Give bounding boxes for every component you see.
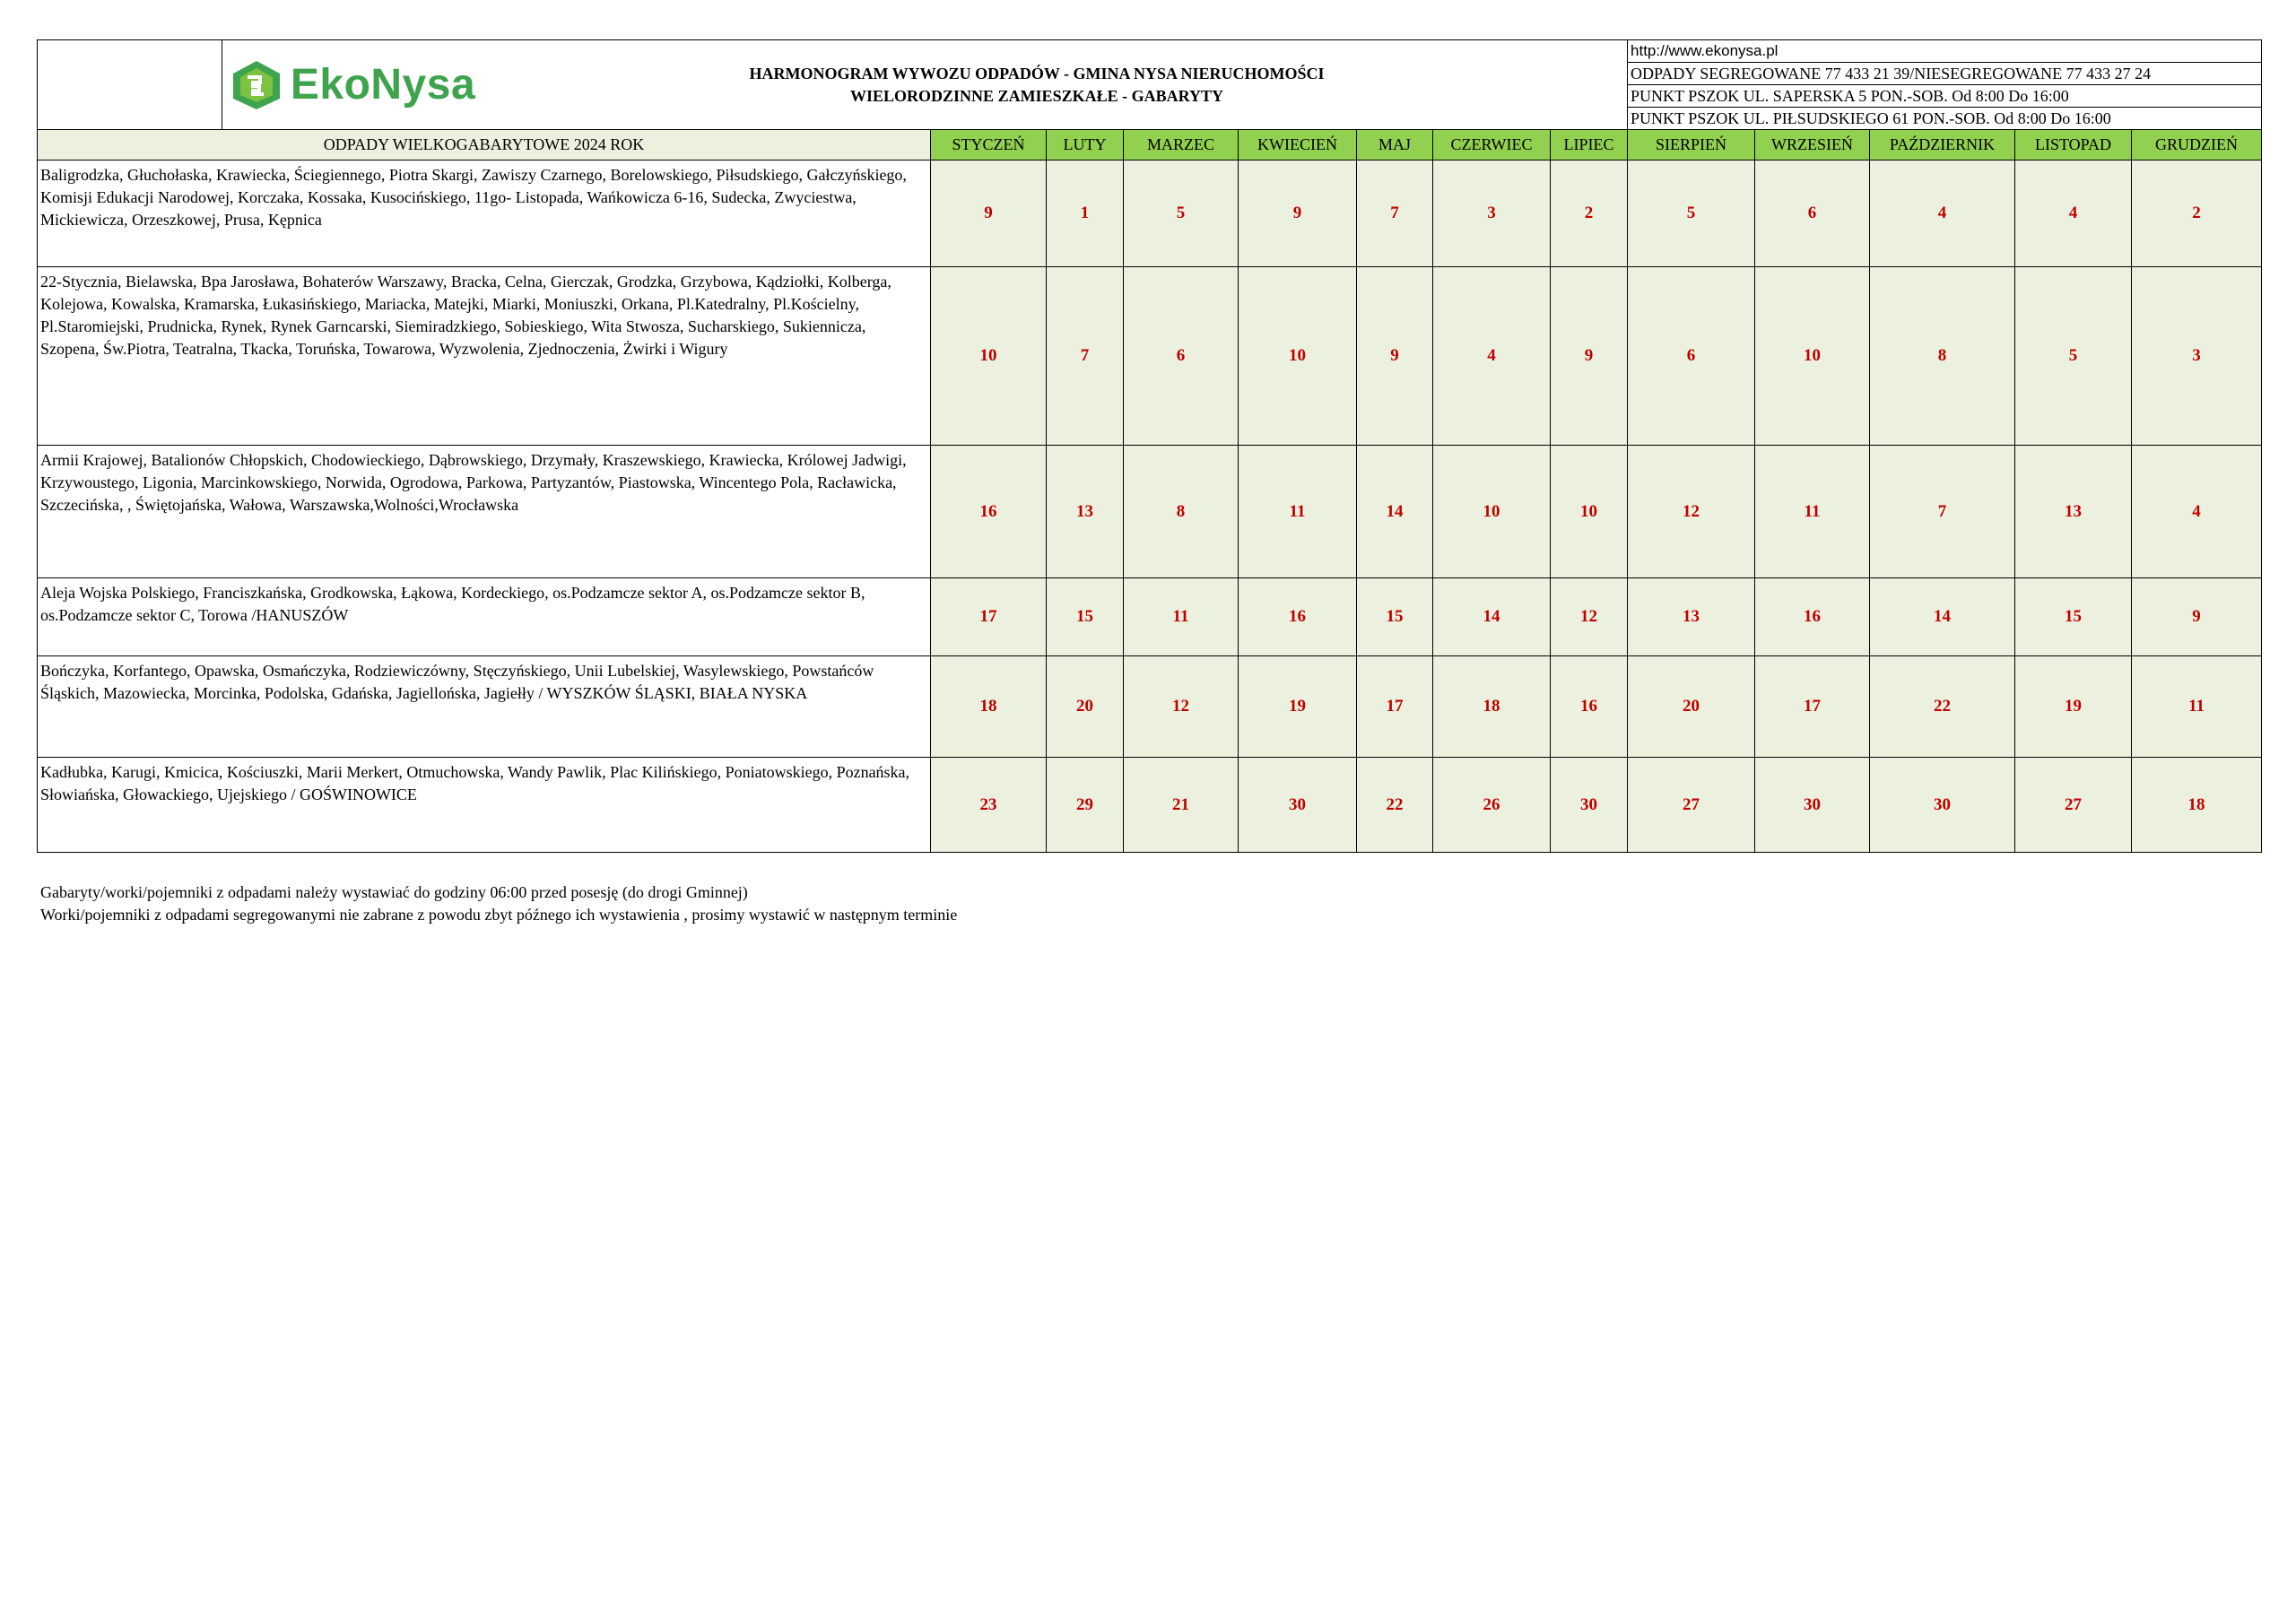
pickup-day: 13 xyxy=(1047,446,1124,578)
month-header: SIERPIEŃ xyxy=(1628,130,1755,161)
table-row xyxy=(38,578,2262,656)
table-row xyxy=(38,758,2262,853)
pickup-day: 5 xyxy=(1628,161,1755,267)
month-header: LISTOPAD xyxy=(2015,130,2132,161)
pickup-day: 23 xyxy=(931,758,1047,853)
month-header: LUTY xyxy=(1047,130,1124,161)
pickup-day: 9 xyxy=(2132,578,2262,656)
street-list: Baligrodzka, Głuchołaska, Krawiecka, Ściegiennego, Piotra Skargi, Zawiszy Czarnego, Borelowskiego, Piłsudskiego, Gałczyńskiego, Komisji Edukacji Narodowej, Korczaka, Kossaka, Kusocińskiego, 11go- Listopada, Wańkowicza 6-16, Sudecka, Zwyciestwa, Mickiewicza, Orzeszkowej, Prusa, Kępnica xyxy=(38,161,931,267)
street-list: Armii Krajowej, Batalionów Chłopskich, Chodowieckiego, Dąbrowskiego, Drzymały, Kraszewskiego, Krawiecka, Królowej Jadwigi, Krzywoustego, Ligonia, Marcinkowskiego, Norwida, Ogrodowa, Parkowa, Partyzantów, Piastowska, Wincentego Pola, Racławicka, Szczecińska, , Świętojańska, Wałowa, Warszawska,Wolności,Wrocławska xyxy=(38,446,931,578)
pickup-day: 9 xyxy=(1239,161,1357,267)
pickup-day: 20 xyxy=(1047,656,1124,758)
pickup-day: 4 xyxy=(1433,267,1551,446)
title-line-1: HARMONOGRAM WYWOZU ODPADÓW - GMINA NYSA NIERUCHOMOŚCI xyxy=(749,64,1325,82)
pickup-day: 4 xyxy=(2132,446,2262,578)
pickup-day: 12 xyxy=(1551,578,1628,656)
note-line-2: Worki/pojemniki z odpadami segregowanymi nie zabrane z powodu zbyt późnego ich wystawienia , prosimy wystawić w następnym terminie xyxy=(40,906,958,924)
note-line-1: Gabaryty/worki/pojemniki z odpadami należy wystawiać do godziny 06:00 przed posesję (do drogi Gminnej) xyxy=(40,883,748,901)
pickup-day: 12 xyxy=(1628,446,1755,578)
month-header: CZERWIEC xyxy=(1433,130,1551,161)
pickup-day: 9 xyxy=(1551,267,1628,446)
pickup-day: 15 xyxy=(2015,578,2132,656)
pickup-day: 11 xyxy=(2132,656,2262,758)
pickup-day: 27 xyxy=(2015,758,2132,853)
table-label-header: ODPADY WIELKOGABARYTOWE 2024 ROK xyxy=(38,130,931,161)
pickup-day: 17 xyxy=(1357,656,1433,758)
table-row xyxy=(38,446,2262,578)
pickup-day: 12 xyxy=(1124,656,1239,758)
month-header: MAJ xyxy=(1357,130,1433,161)
page-title xyxy=(483,63,1627,108)
schedule-sheet xyxy=(37,39,2261,853)
pickup-day: 15 xyxy=(1357,578,1433,656)
pickup-day: 3 xyxy=(1433,161,1551,267)
pickup-day: 14 xyxy=(1870,578,2015,656)
pickup-day: 10 xyxy=(1551,446,1628,578)
ekonysa-logo-icon xyxy=(230,59,283,111)
pickup-day: 30 xyxy=(1551,758,1628,853)
pickup-day: 13 xyxy=(1628,578,1755,656)
pickup-day: 14 xyxy=(1433,578,1551,656)
pickup-day: 22 xyxy=(1357,758,1433,853)
pickup-day: 9 xyxy=(931,161,1047,267)
pickup-day: 6 xyxy=(1755,161,1870,267)
ekonysa-logo xyxy=(222,59,483,111)
month-header: KWIECIEŃ xyxy=(1239,130,1357,161)
pickup-day: 18 xyxy=(931,656,1047,758)
pickup-day: 10 xyxy=(1433,446,1551,578)
website-url: http://www.ekonysa.pl xyxy=(1628,40,2262,63)
pickup-day: 8 xyxy=(1870,267,2015,446)
header-title-cell xyxy=(222,40,1628,130)
street-list: Bończyka, Korfantego, Opawska, Osmańczyka, Rodziewiczówny, Stęczyńskiego, Unii Lubelskiej, Wasylewskiego, Powstańców Śląskich, Mazowiecka, Morcinka, Podolska, Gdańska, Jagiellońska, Jagiełły / WYSZKÓW ŚLĄSKI, BIAŁA NYSKA xyxy=(38,656,931,758)
month-header: LIPIEC xyxy=(1551,130,1628,161)
pickup-day: 26 xyxy=(1433,758,1551,853)
pickup-day: 29 xyxy=(1047,758,1124,853)
pickup-day: 5 xyxy=(2015,267,2132,446)
brand-name: EkoNysa xyxy=(290,61,476,108)
pickup-day: 14 xyxy=(1357,446,1433,578)
pickup-day: 21 xyxy=(1124,758,1239,853)
table-row xyxy=(38,267,2262,446)
pickup-day: 3 xyxy=(2132,267,2262,446)
title-line-2: WIELORODZINNE ZAMIESZKAŁE - GABARYTY xyxy=(850,86,1223,105)
pickup-day: 8 xyxy=(1124,446,1239,578)
pickup-day: 20 xyxy=(1628,656,1755,758)
pickup-day: 10 xyxy=(1239,267,1357,446)
pickup-day: 17 xyxy=(931,578,1047,656)
pickup-day: 2 xyxy=(2132,161,2262,267)
pickup-day: 7 xyxy=(1870,446,2015,578)
pickup-day: 5 xyxy=(1124,161,1239,267)
phone-info: ODPADY SEGREGOWANE 77 433 21 39/NIESEGREGOWANE 77 433 27 24 xyxy=(1628,63,2262,85)
pickup-day: 10 xyxy=(931,267,1047,446)
pickup-day: 30 xyxy=(1239,758,1357,853)
pickup-day: 1 xyxy=(1047,161,1124,267)
pickup-day: 18 xyxy=(2132,758,2262,853)
street-list: Kadłubka, Karugi, Kmicica, Kościuszki, Marii Merkert, Otmuchowska, Wandy Pawlik, Plac Kilińskiego, Poniatowskiego, Poznańska, Słowiańska, Głowackiego, Ujejskiego / GOŚWINOWICE xyxy=(38,758,931,853)
pickup-day: 7 xyxy=(1357,161,1433,267)
pickup-day: 16 xyxy=(931,446,1047,578)
month-header: STYCZEŃ xyxy=(931,130,1047,161)
pickup-day: 4 xyxy=(2015,161,2132,267)
pickup-day: 16 xyxy=(1239,578,1357,656)
pickup-day: 11 xyxy=(1239,446,1357,578)
street-list: Aleja Wojska Polskiego, Franciszkańska, Grodkowska, Łąkowa, Kordeckiego, os.Podzamcze sektor A, os.Podzamcze sektor B, os.Podzamcze sektor C, Torowa /HANUSZÓW xyxy=(38,578,931,656)
pickup-day: 9 xyxy=(1357,267,1433,446)
pickup-day: 6 xyxy=(1628,267,1755,446)
month-header: PAŹDZIERNIK xyxy=(1870,130,2015,161)
pickup-day: 4 xyxy=(1870,161,2015,267)
pszok-saperska-info: PUNKT PSZOK UL. SAPERSKA 5 PON.-SOB. Od 8:00 Do 16:00 xyxy=(1628,85,2262,108)
table-row xyxy=(38,161,2262,267)
table-row xyxy=(38,656,2262,758)
notes xyxy=(40,881,957,926)
pickup-day: 16 xyxy=(1551,656,1628,758)
pickup-day: 13 xyxy=(2015,446,2132,578)
pickup-day: 11 xyxy=(1124,578,1239,656)
pickup-day: 17 xyxy=(1755,656,1870,758)
pszok-pilsudskiego-info: PUNKT PSZOK UL. PIŁSUDSKIEGO 61 PON.-SOB. Od 8:00 Do 16:00 xyxy=(1628,108,2262,130)
pickup-day: 10 xyxy=(1755,267,1870,446)
schedule-table xyxy=(37,39,2262,853)
pickup-day: 15 xyxy=(1047,578,1124,656)
pickup-day: 30 xyxy=(1870,758,2015,853)
month-header: GRUDZIEŃ xyxy=(2132,130,2262,161)
pickup-day: 22 xyxy=(1870,656,2015,758)
pickup-day: 18 xyxy=(1433,656,1551,758)
pickup-day: 27 xyxy=(1628,758,1755,853)
pickup-day: 19 xyxy=(1239,656,1357,758)
pickup-day: 2 xyxy=(1551,161,1628,267)
header-blank-cell xyxy=(38,40,222,130)
pickup-day: 30 xyxy=(1755,758,1870,853)
month-header: WRZESIEŃ xyxy=(1755,130,1870,161)
month-header: MARZEC xyxy=(1124,130,1239,161)
pickup-day: 7 xyxy=(1047,267,1124,446)
pickup-day: 11 xyxy=(1755,446,1870,578)
pickup-day: 6 xyxy=(1124,267,1239,446)
street-list: 22-Stycznia, Bielawska, Bpa Jarosława, Bohaterów Warszawy, Bracka, Celna, Gierczak, Grodzka, Grzybowa, Kądziołki, Kolberga, Kolejowa, Kowalska, Kramarska, Łukasińskiego, Mariacka, Matejki, Miarki, Moniuszki, Orkana, Pl.Katedralny, Pl.Kościelny, Pl.Staromiejski, Prudnicka, Rynek, Rynek Garncarski, Siemiradzkiego, Sobieskiego, Wita Stwosza, Sucharskiego, Sukiennicza, Szopena, Św.Piotra, Teatralna, Tkacka, Toruńska, Towarowa, Wyzwolenia, Zjednoczenia, Żwirki i Wigury xyxy=(38,267,931,446)
pickup-day: 19 xyxy=(2015,656,2132,758)
pickup-day: 16 xyxy=(1755,578,1870,656)
